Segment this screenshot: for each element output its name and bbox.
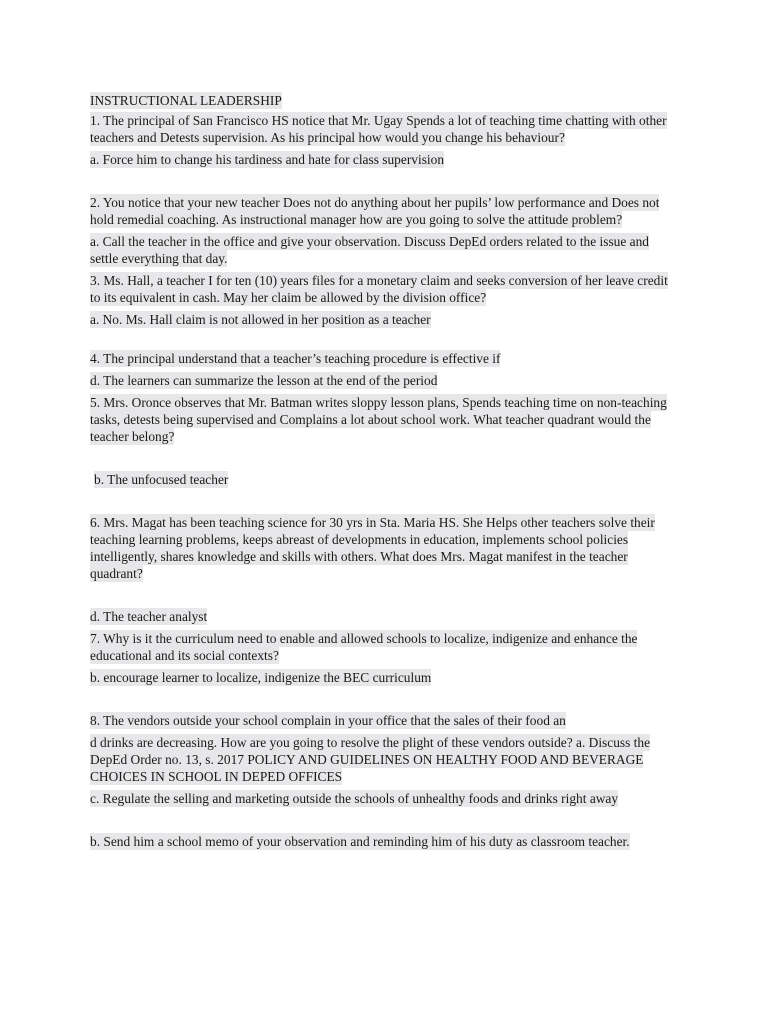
question-2: 2. You notice that your new teacher Does not do anything about her pupils’ low performance and Does not hold remedial coaching. As instructional manager how are you going to solve the attitude problem? <box>90 195 660 227</box>
answer-1: a. Force him to change his tardiness and hate for class supervision <box>90 152 445 167</box>
question-8: 8. The vendors outside your school complain in your office that the sales of their food an <box>90 713 566 728</box>
answer-6: d. The teacher analyst <box>90 609 208 624</box>
question-1: 1. The principal of San Francisco HS notice that Mr. Ugay Spends a lot of teaching time chatting with other teachers and Detests supervision. As his principal how would you change his behaviour? <box>90 113 667 145</box>
answer-3: a. No. Ms. Hall claim is not allowed in her position as a teacher <box>90 312 431 327</box>
answer-2: a. Call the teacher in the office and give your observation. Discuss DepEd orders related to the issue and settle everything that day. <box>90 234 650 266</box>
question-5: 5. Mrs. Oronce observes that Mr. Batman writes sloppy lesson plans, Spends teaching time on non-teaching tasks, detests being supervised and Complains a lot about school work. What teacher quadrant would the teacher belong? <box>90 395 667 444</box>
answer-extra: b. Send him a school memo of your observation and reminding him of his duty as classroom teacher. <box>90 834 630 849</box>
document-page <box>90 92 680 850</box>
answer-5: b. The unfocused teacher <box>94 472 229 487</box>
question-4: 4. The principal understand that a teacher’s teaching procedure is effective if <box>90 351 501 366</box>
question-7: 7. Why is it the curriculum need to enable and allowed schools to localize, indigenize and enhance the educational and its social contexts? <box>90 631 638 663</box>
answer-8: c. Regulate the selling and marketing outside the schools of unhealthy foods and drinks right away <box>90 791 619 806</box>
answer-7: b. encourage learner to localize, indigenize the BEC curriculum <box>90 670 432 685</box>
question-8-continued: d drinks are decreasing. How are you going to resolve the plight of these vendors outside? a. Discuss the DepEd Order no. 13, s. 2017 POLICY AND GUIDELINES ON HEALTHY FOOD AND BEVERAGE CHOICES IN SCHOOL IN DEPED OFFICES <box>90 735 651 784</box>
answer-4: d. The learners can summarize the lesson at the end of the period <box>90 373 438 388</box>
question-6: 6. Mrs. Magat has been teaching science for 30 yrs in Sta. Maria HS. She Helps other teachers solve their teaching learning problems, keeps abreast of developments in education, implements school policies intelligently, shares knowledge and skills with others. What does Mrs. Magat manifest in the teacher quadrant? <box>90 515 655 581</box>
question-3: 3. Ms. Hall, a teacher I for ten (10) years files for a monetary claim and seeks conversion of her leave credit to its equivalent in cash. May her claim be allowed by the division office? <box>90 273 668 305</box>
document-title: INSTRUCTIONAL LEADERSHIP <box>90 93 282 108</box>
